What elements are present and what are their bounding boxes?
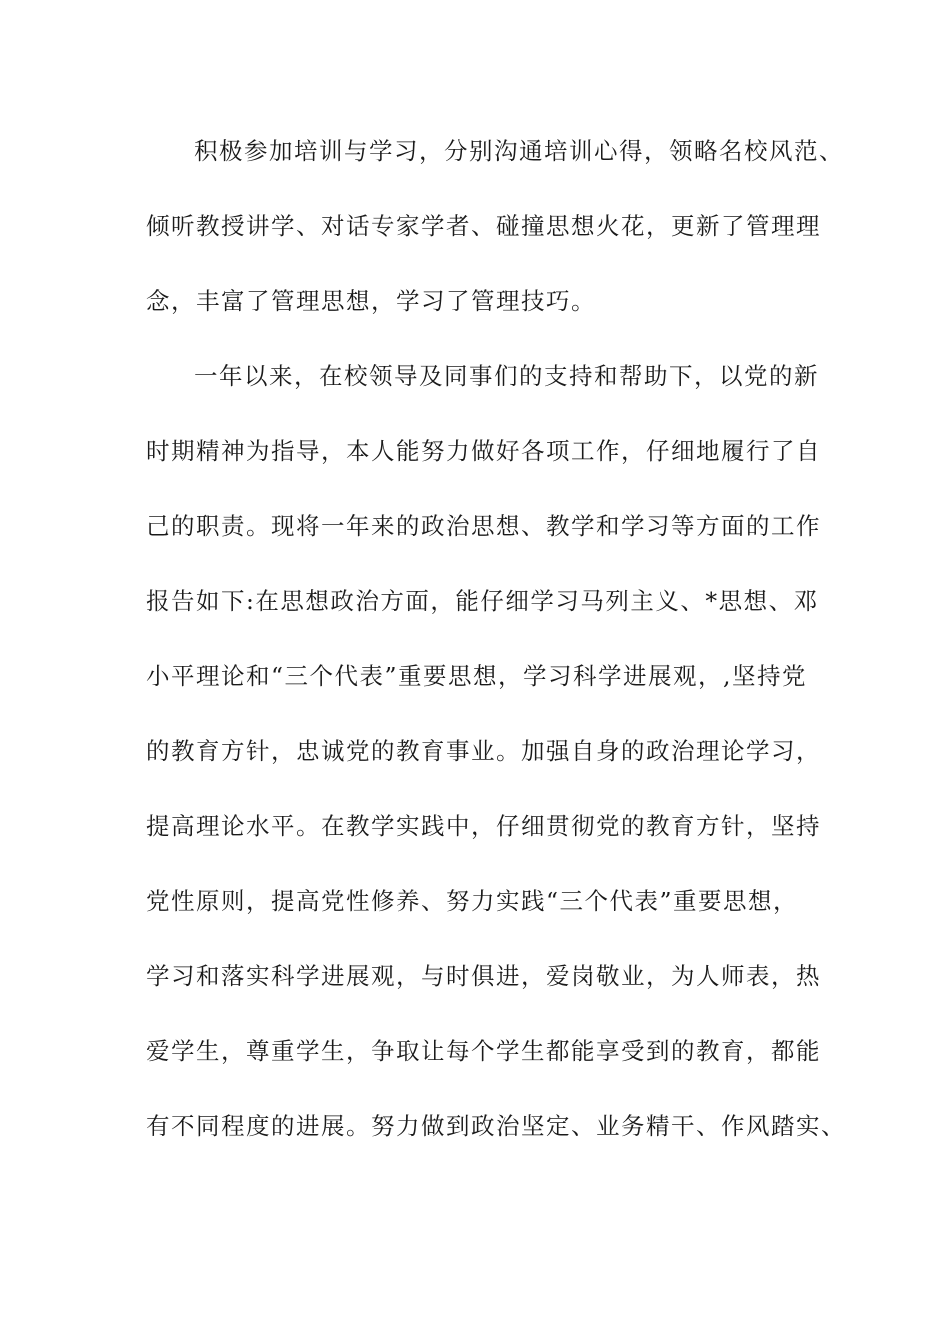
text-line: 报告如下:在思想政治方面，能仔细学习马列主义、*思想、邓: [146, 587, 819, 615]
text-line: 党性原则，提高党性修养、努力实践“三个代表”重要思想，: [146, 887, 799, 915]
text-line: 学习和落实科学进展观，与时俱进，爱岗敬业，为人师表，热: [146, 962, 821, 990]
paragraph-annual-report: [146, 353, 846, 1178]
paragraph-training: [146, 128, 844, 353]
text-line: 一年以来，在校领导及同事们的支持和帮助下，以党的新: [194, 362, 819, 390]
text-line: 己的职责。现将一年来的政治思想、教学和学习等方面的工作: [146, 512, 821, 540]
text-line: 提高理论水平。在教学实践中，仔细贯彻党的教育方针，坚持: [146, 812, 821, 840]
document-body: [146, 128, 846, 1178]
text-line: 小平理论和“三个代表”重要思想，学习科学进展观，,坚持党: [146, 662, 807, 690]
text-line: 积极参加培训与学习，分别沟通培训心得，领略名校风范、: [194, 137, 844, 165]
text-line: 的教育方针，忠诚党的教育事业。加强自身的政治理论学习，: [146, 737, 821, 765]
text-line: 爱学生，尊重学生，争取让每个学生都能享受到的教育，都能: [146, 1037, 821, 1065]
text-line: 倾听教授讲学、对话专家学者、碰撞思想火花，更新了管理理: [146, 212, 821, 240]
text-line: 念，丰富了管理思想，学习了管理技巧。: [146, 287, 596, 315]
text-line: 有不同程度的进展。努力做到政治坚定、业务精干、作风踏实、: [146, 1112, 846, 1140]
text-line: 时期精神为指导，本人能努力做好各项工作，仔细地履行了自: [146, 437, 821, 465]
